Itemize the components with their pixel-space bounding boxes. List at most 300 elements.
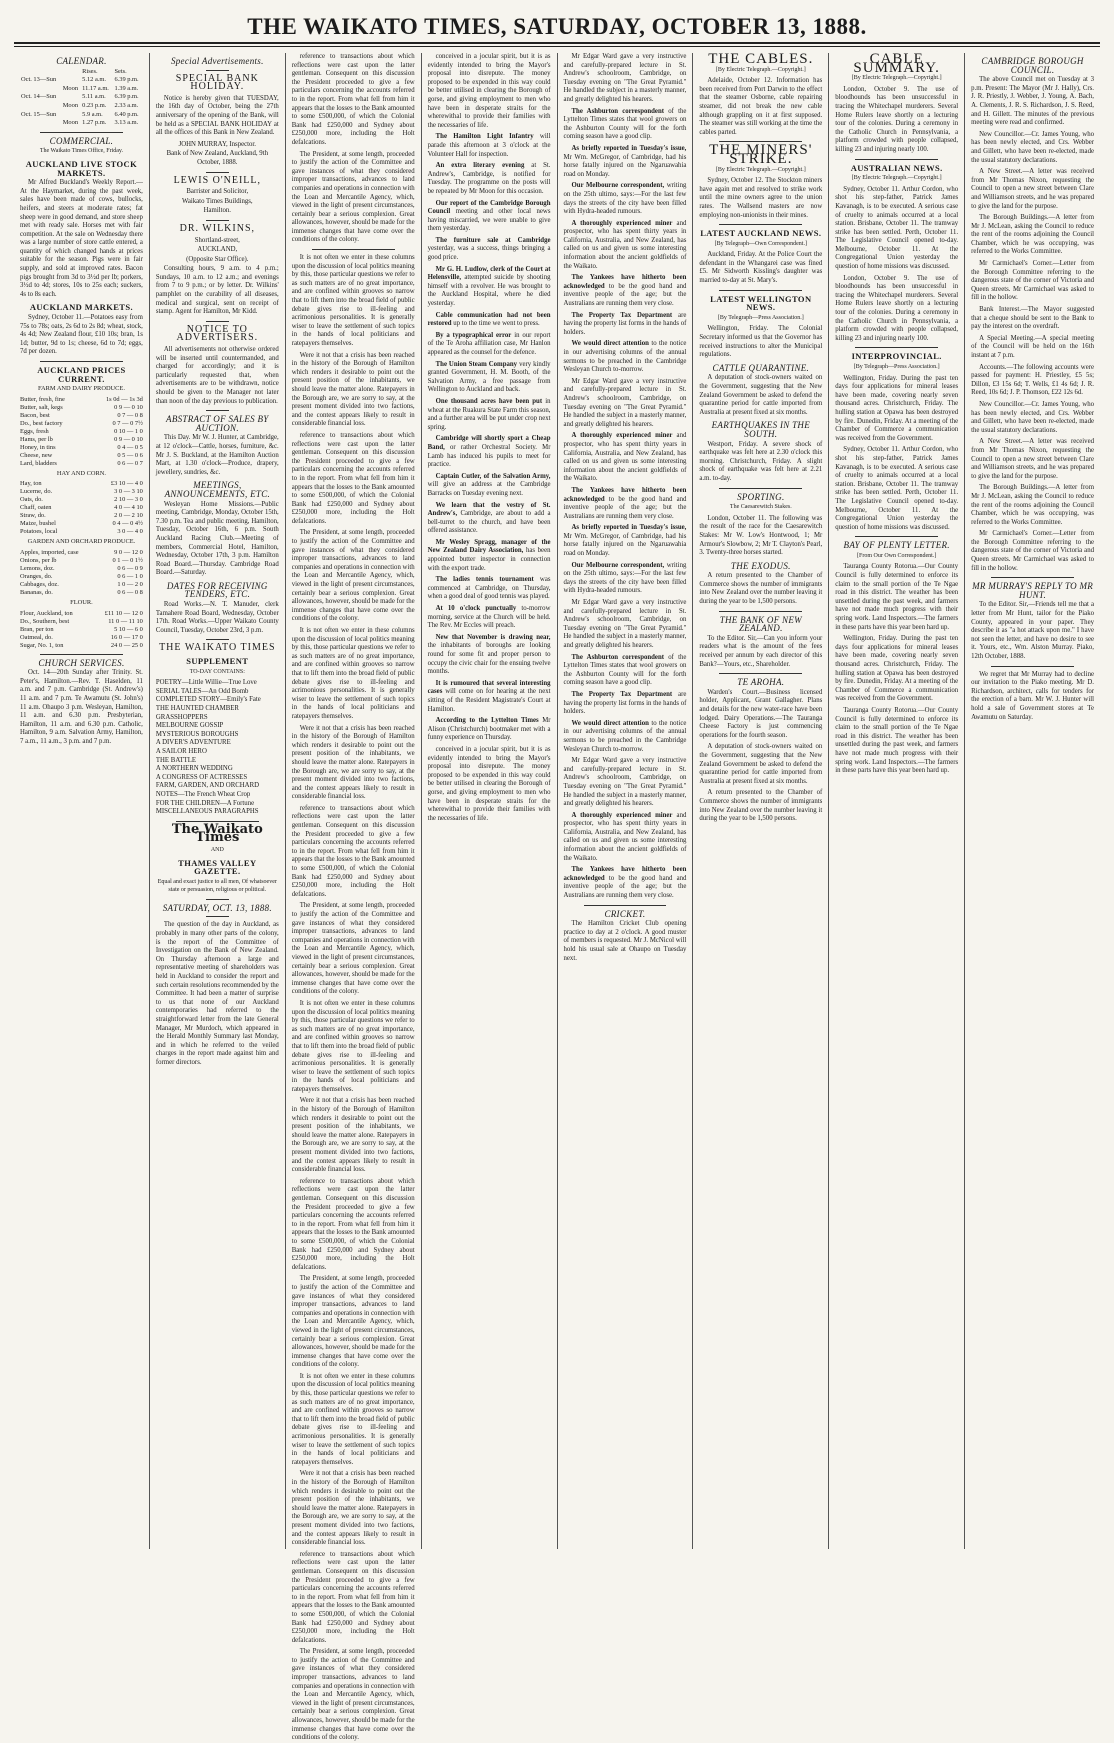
price-value: 5 10 — 6 0	[114, 625, 143, 633]
price-value: 0 4 — 0 4½	[112, 520, 143, 528]
divider	[206, 321, 229, 322]
wellington-byline: [By Telegraph—Press Association.]	[717, 314, 804, 321]
price-item: Do., Southern, best	[20, 617, 70, 625]
calendar-cell	[62, 76, 81, 85]
news-item-title: New that November is drawing near,	[435, 633, 551, 641]
price-item: Bananas, do.	[20, 588, 53, 596]
news-item-text: writing on the 25th ultimo, says:—For the last few days the streets of the city have been filled with Hydra-headed rumours.	[563, 561, 687, 595]
cables-title: THE CABLES.	[708, 51, 814, 67]
divider	[206, 639, 229, 640]
price-row	[20, 528, 143, 536]
news-item	[564, 312, 687, 338]
summary-text: London, October 9. The use of bloodhounds has been unsuccessful in tracing the Whitechapel murderers. Several Home Rulers leave shortly on a lecturing tour of the colonies. During a ceremony in the Catholic Church in Pennsylvania, a platform crowded with people collapsed, killing 23 and injuring nearly 100.	[835, 85, 959, 153]
cricket-title: CRICKET.	[604, 908, 646, 919]
divider	[855, 536, 938, 537]
article-paragraph: Were it not that a crisis has been reached in the history of the Borough of Hamilton which renders it desirable to point out the present position of the inhabitants, we should leave the matter alone. Ratepayers in the Borough are, we are sorry to say, at the present moment divided into two factions, and the contest appears likely to result in considerable financial loss.	[291, 1470, 415, 1547]
price-row	[20, 420, 143, 428]
news-item-text: attempted suicide by shooting himself with a revolver. He was brought to the Auckland Hospital, where he died yesterday.	[427, 274, 551, 308]
news-item-title: The Property Tax Department	[571, 311, 673, 319]
article-paragraph: The President, at some length, proceeded to justify the action of the Committee and gave instances of what they considered improper transactions, advances to land companies and operations in connection with the Loan and Mercantile Agency, which, viewed in the light of present circumstances, certainly bear a serious complexion. Great allowances, however, should be made for the immense changes that have come over the conditions of the colony.	[291, 1648, 415, 1742]
news-item	[564, 691, 687, 717]
news-item	[428, 634, 551, 677]
cricket-text: The Hamilton Cricket Club opening practice to day at 2 o'clock. A good muster of members is requested. Mr J. McNicol will hold his usual sale at Ohaupo on Tuesday next.	[563, 920, 687, 962]
earthquake-text: Westport, Friday. A severe shock of earthquake was felt here at 2.30 o'clock this morning. Christchurch, Friday. A slight shock of earthquake was felt here at 2.21 a.m. to-day.	[699, 440, 823, 482]
news-item-text: up to the time we went to press.	[453, 320, 540, 328]
price-value: 0 4 — 0 5	[117, 443, 143, 451]
council-title: CAMBRIDGE BOROUGH COUNCIL.	[981, 56, 1084, 75]
divider	[206, 172, 229, 173]
date-line: SATURDAY, OCT. 13, 1888.	[162, 902, 272, 913]
flour-table	[20, 610, 143, 650]
hay-table	[20, 480, 143, 536]
cables-text: Adelaide, October 12. Information has been received from Port Darwin to the effect that the steamer Osborne, cable repairing steamer, did not break the new cable although grappling on it at first supposed. The steamer was still working at the time the cables parted.	[699, 77, 823, 136]
news-item-text: to the notice in our advertising columns of the annual sermons to be preached in the Cambridge Wesleyan Church to-morrow.	[563, 719, 687, 753]
price-row	[20, 520, 143, 528]
news-item	[428, 473, 551, 499]
price-row	[20, 444, 143, 452]
news-item-text: will parade this afternoon at 3 o'clock at the Volunteer Hall for inspection.	[427, 133, 551, 158]
divider	[719, 488, 802, 489]
news-item-title: Mr Wesley Spragg, manager of the New Zealand Dairy Association,	[427, 538, 551, 555]
prices-table	[20, 396, 143, 468]
price-item: Do., best factory	[20, 419, 63, 427]
price-item: Butter, salt, kegs	[20, 403, 63, 411]
price-item: Eggs, fresh	[20, 427, 49, 435]
murray-text: To the Editor. Sir,—Friends tell me that a letter from Mr Hunt, tailor for the Piako County, appeared in your paper. They describe it as "a hot attack upon me." I have not seen the letter, and have no desire to see it. Yours, etc., Wm. Alston Murray. Piako, 12th October, 1888.	[971, 601, 1094, 660]
divider	[855, 347, 938, 348]
article-paragraph: Were it not that a crisis has been reached in the history of the Borough of Hamilton which renders it desirable to point out the present position of the inhabitants, we should leave the matter alone. Ratepayers in the Borough are, we are sorry to say, at the present moment divided into two factions, and the contest appears likely to result in considerable financial loss.	[291, 1097, 415, 1174]
news-item-title: One thousand acres have been put	[435, 397, 543, 405]
holiday-title: SPECIAL BANK HOLIDAY.	[175, 72, 259, 93]
paper-motto: Equal and exact justice to all men, Of whatsoever state or persuasion, religious or political.	[157, 878, 277, 894]
supplement-item: FARM, GARDEN, AND ORCHARD	[155, 782, 260, 790]
news-item-text: in our report of the Te Aroha affiliation case, Mr Hanlon appeared as the counsel for the defence.	[427, 331, 551, 356]
price-row	[20, 589, 143, 597]
price-value: 0 6 — 1 0	[117, 572, 143, 580]
plenty-title: BAY OF PLENTY LETTER.	[843, 540, 950, 551]
divider	[719, 290, 802, 291]
price-value: £11 10 — 12 0	[104, 609, 143, 617]
column-8	[965, 53, 1100, 1549]
price-value: 16 0 — 17 0	[110, 633, 143, 641]
australian-text: London, October 9. The use of bloodhounds has been unsuccessful in tracing the Whitechapel murderers. Several Home Rulers leave shortly on a lecturing tour of the colonies. During a ceremony in the Catholic Church in Pennsylvania, a platform crowded with people collapsed, killing 23 and injuring nearly 100.	[835, 274, 959, 342]
news-item-text: very kindly granted Government, H. M. Booth, of the Salvation Army, a free passage from Wellington to Auckland and back.	[427, 360, 551, 394]
price-item: Sugar, No. 1, ton	[20, 641, 64, 649]
divider	[584, 905, 667, 906]
price-value: 0 6 — 0 9	[117, 564, 143, 572]
news-item	[428, 162, 551, 196]
special-ads-title: Special Advertisements.	[170, 56, 264, 66]
news-item-title: By a typographical error	[435, 331, 512, 339]
supplement-item: A NORTHERN WEDDING	[155, 765, 233, 773]
news-item	[428, 435, 551, 469]
livestock-title: AUCKLAND LIVE STOCK MARKETS.	[25, 158, 138, 178]
price-value: 1s 0d — 1s 3d	[105, 395, 143, 403]
miners-title: THE MINERS' STRIKE.	[709, 142, 813, 167]
price-item: Apples, imported, case	[20, 548, 79, 556]
news-item-text: of the Lyttelton Times states that wool growers on the Ashburton County will for the forth coming season have a good clip.	[563, 653, 687, 687]
calendar-cell: 5.11 a.m.	[82, 93, 106, 101]
wellington-text: Wellington, Friday. The Colonial Secretary informed us that the Governor has received instructions to alter the Municipal regulations.	[699, 325, 823, 359]
news-item	[564, 432, 687, 484]
cattle-title: CATTLE QUARANTINE.	[712, 362, 810, 373]
news-item	[564, 487, 687, 521]
price-value: 0 7 — 0 8	[117, 411, 143, 419]
price-item: Hay, ton	[20, 480, 42, 488]
prices-title: AUCKLAND PRICES CURRENT.	[37, 365, 126, 384]
news-item-title: Our Melbourne correspondent,	[571, 182, 665, 190]
price-item: Bran, per ton	[20, 625, 54, 633]
cables-byline: [By Electric Telegraph.—Copyright.]	[715, 66, 806, 73]
paper-title: The Waikato Times	[171, 821, 263, 846]
price-value: 1 0 — 2 0	[117, 580, 143, 588]
price-item: Lucerne, do.	[20, 488, 53, 496]
price-row	[20, 396, 143, 404]
supplement-title: THE WAIKATO TIMES	[159, 642, 276, 654]
news-item	[564, 866, 687, 900]
news-item-title: The Ashburton correspondent	[571, 107, 664, 115]
divider	[719, 673, 802, 674]
council-item: The Borough Buildings.—A letter from Mr J. McLean, asking the Council to reduce the rent of the rooms adjoining the Council Chamber, which he was occupying, was referred to the Works Committee.	[971, 214, 1094, 256]
summary-byline: [By Electric Telegraph.—Copyright.]	[851, 75, 942, 82]
calendar-cell: 3.13 a.m.	[114, 119, 139, 127]
price-row	[20, 488, 143, 496]
supplement-item: A SAILOR HERO	[155, 747, 207, 755]
news-item	[428, 332, 551, 358]
council-item: A New Street.—A letter was received from Mr Thomas Nixon, requesting the Council to open a new street between Clare and Williamson streets, and he was prepared to give the land for the purpose.	[971, 438, 1094, 480]
price-item: Onions, per lb	[20, 556, 57, 564]
news-item	[428, 266, 551, 309]
price-value: 9 0 — 12 0	[114, 548, 143, 556]
calendar-cell: Moon	[62, 101, 79, 109]
price-row	[20, 565, 143, 573]
news-item-title: We would direct attention	[571, 719, 649, 727]
news-item	[428, 576, 551, 602]
price-value: 0 10 — 1 0	[114, 427, 143, 435]
garden-table	[20, 549, 143, 597]
supplement-item: MELBOURNE GOSSIP	[155, 722, 224, 730]
calendar-cell: 2.33 a.m.	[114, 101, 139, 109]
council-item: New Councillor.—Cr. James Young, who has been newly elected, and Crs. Webber and Gillett, who have been re-elected, made the usual statutory declarations.	[971, 400, 1094, 434]
price-item: Butter, fresh, fine	[20, 395, 65, 403]
oneill-title: LEWIS O'NEILL,	[173, 174, 262, 186]
price-value: 4 0 — 4 10	[114, 504, 143, 512]
price-value: 11 0 — 11 10	[108, 617, 143, 625]
supplement-item: THE HAUNTED CHAMBER	[155, 705, 239, 712]
article-paragraph: conceived in a jocular spirit, but it is as evidently intended to bring the Mayor's proposal into disrepute. The money proposed to be expended in this way could be better utilised in clearing the Borough of gorse, and giving employment to men who have been in desperate straits for the wherewithal to provide their families with the necessaries of life.	[427, 745, 551, 822]
news-item-title: The ladies tennis tournament	[435, 576, 534, 584]
calendar-cell: 5.12 a.m.	[82, 76, 106, 84]
article-paragraph: It is not often we enter in these columns upon the discussion of local politics meaning by this, those particular questions we refer to as such matters are of no great importance, and are confined within grooves so narrow that to lift them into the broad field of public debate gives rise to ill-feeling and acrimonious personalities. It is generally wiser to leave the settlement of such topics in the hands of local politicians and ratepayers themselves.	[291, 999, 415, 1093]
calendar-row	[20, 102, 143, 111]
price-row	[20, 642, 143, 650]
holiday-place: Bank of New Zealand, Auckland, 9th October, 1888.	[166, 150, 268, 166]
article-paragraph: Were it not that a crisis has been reached in the history of the Borough of Hamilton which renders it desirable to point out the present position of the inhabitants, we should leave the matter alone. Ratepayers in the Borough are, we are sorry to say, at the present moment divided into two factions, and the contest appears likely to result in considerable financial loss.	[291, 351, 415, 428]
supplement-item: FOR THE CHILDREN—A Fortune	[155, 799, 255, 807]
news-item-text: Mr Wm. McGregor, of Cambridge, had his horse fatally injured on the Ngaruawahia road on Monday.	[563, 532, 687, 558]
news-item	[564, 720, 687, 754]
price-item: Honey, in tins	[20, 443, 56, 451]
calendar-header-cell	[62, 68, 81, 77]
divider	[206, 899, 229, 900]
price-value: 0 7 — 0 7½	[112, 419, 143, 427]
news-item-text: and prospector, who has spent thirty years in California, Australia, and New Zealand, has called on us and given us some interesting information about the ancient goldfields of the Waikato.	[563, 219, 687, 270]
divider	[719, 611, 802, 612]
supplement-item: A CONGRESS OF ACTRESSES	[155, 773, 248, 781]
news-item-text: writing on the 25th ultimo, says:—For the last few days the streets of the city have been filled with Hydra-headed rumours.	[563, 182, 687, 216]
tearoha-text: A return presented to the Chamber of Commerce shows the number of immigrants into New Zealand over the number leaving it during the year to be 1,500 persons.	[699, 789, 823, 823]
calendar-header-cell: Sets.	[114, 67, 127, 75]
masthead: THE WAIKATO TIMES, SATURDAY, OCTOBER 13, 1888.	[247, 14, 867, 39]
news-item-title: Our Melbourne correspondent,	[571, 561, 665, 569]
holiday-sign: JOHN MURRAY, Inspector.	[178, 140, 257, 148]
news-item	[428, 680, 551, 714]
news-item-title: According to the Lyttelton Times	[435, 717, 539, 725]
article-paragraph: The President, at some length, proceeded to justify the action of the Committee and gave instances of what they considered improper transactions, advances to land companies and operations in connection with the Loan and Mercantile Agency, which, viewed in the light of present circumstances, certainly bear a serious complexion. Great allowances, however, should be made for the immense changes that have come over the conditions of the colony.	[291, 529, 415, 623]
miners-byline: [By Electric Telegraph.—Copyright.]	[715, 166, 806, 173]
news-item	[428, 539, 551, 573]
interprovincial-text: Wellington, Friday. During the past ten days four applications for mineral leases have been made, covering nearly seven thousand acres. Christchurch, Friday. The hulling station at Opawa has been destroyed by fire. Dunedin, Friday. At a meeting of the Chamber of Commerce a communication was received from the Government.	[835, 374, 959, 442]
sporting-text: London, October 11. The following was the result of the race for the Caesarewitch Stakes: Mr W. Low's Hontwood, 1; Mr Armour's Slowbow, 2; Mr T. Clayton's Pearl, 3. Twenty-three horses started.	[699, 514, 823, 557]
auckland-markets-text: Sydney, October 11.—Potatoes easy from 75s to 78s; oats, 2s 6d to 2s 8d; wheat, stock, 4s 4d; New Zealand flour, £10 10s; bran, 1s 1d; butter, 9d to 1s; cheese, 6d to 7d; eggs, 7d per dozen.	[20, 314, 143, 356]
australian-byline: [By Electric Telegraph.—Copyright.]	[851, 175, 942, 182]
calendar-cell	[62, 111, 81, 120]
notice-text: All advertisements not otherwise ordered will be inserted until countermanded, and charged for accordingly; and it is particularly requested that, when advertisements are to be withdrawn, notice should be given to the Manager not later than noon of the day previous to publication.	[155, 346, 279, 405]
calendar-header-cell	[20, 68, 62, 77]
supplement-contents-label: TO-DAY CONTAINS:	[189, 668, 245, 675]
news-item-text: to-morrow morning, service at the Church will be held. The Rev. Mr Eccles will preach.	[427, 605, 551, 630]
news-item-title: We learn that the vestry of St. Andrew's,	[427, 501, 551, 518]
bank-title: THE BANK OF NEW ZEALAND.	[719, 614, 802, 634]
supplement-item: THE BATTLE	[155, 756, 197, 764]
calendar-cell: 5.9 a.m.	[82, 110, 103, 118]
plenty-text: Tauranga County Rotorua.—Our County Council is fully determined to enforce its claim to the small portion of the Te Ngae road in this district. The weather has been unsettled during the past week, and farmers have not made much progress with their spring work. Land Inspectors.—The farmers in these parts have this year been hard up.	[835, 706, 959, 775]
auckland-news-title: LATEST AUCKLAND NEWS.	[700, 228, 822, 239]
news-item-text: to the notice in our advertising columns of the annual sermons to be preached in the Cambridge Wesleyan Church to-morrow.	[563, 340, 687, 374]
divider	[206, 410, 229, 411]
supplement-item: A DIVER'S ADVENTURE	[155, 739, 231, 747]
calendar-row	[20, 85, 143, 94]
earthquake-title: EARTHQUAKES IN THE SOUTH.	[711, 420, 811, 439]
bank-text: To the Editor. Sir,—Can you inform your readers what is the amount of the fees received per annum by each director of this Bank?—Yours, etc., Shareholder.	[699, 634, 823, 668]
price-item: Maize, bushel	[20, 520, 56, 528]
price-value: 24 0 — 25 0	[110, 641, 143, 649]
price-value: 2 10 — 3 0	[114, 496, 143, 504]
exodus-title: THE EXODUS.	[730, 560, 791, 571]
news-item-title: An extra literary evening	[435, 162, 525, 170]
news-item-text: Cambridge, are about to add a bell-turret to the church, and have been offered assistance.	[427, 510, 551, 535]
council-item: A Special Meeting.—A special meeting of the Council will be held on the 16th instant at 7 p.m.	[971, 334, 1094, 359]
news-item	[428, 200, 551, 234]
article-paragraph: It is not often we enter in these columns upon the discussion of local politics meaning by this, those particular questions we refer to as such matters are of no great importance, and are confined within grooves so narrow that to lift them into the broad field of public debate gives rise to ill-feeling and acrimonious personalities. It is generally wiser to leave the settlement of such topics in the hands of local politicians and ratepayers themselves.	[291, 1372, 415, 1466]
news-item-title: The Yankees have hitherto been acknowledged	[563, 866, 687, 882]
council-text: The above Council met on Tuesday at 3 p.m. Present: The Mayor (Mr J. Hally), Crs. J. R. Priestly, J. Webber, J. Young, A. Bach, A. Clements, J. R. S. Richardson, J. S. Reed, and H. Gillett. The minutes of the previous meeting were read and confirmed.	[971, 76, 1094, 127]
council-item: Mr Carmichael's Corner.—Letter from the Borough Committee referring to the dangerous state of the corner of Victoria and Queen streets. Mr Carmichael was asked to fill in the hollow.	[971, 530, 1094, 572]
news-item	[428, 133, 551, 159]
council-item: The Borough Buildings.—A letter from Mr J. McLean, asking the Council to reduce the rent of the rooms adjoining the Council Chamber, which he was occupying, was referred to the Works Committee.	[971, 484, 1094, 526]
commercial-sub: The Waikato Times Office, Friday.	[39, 148, 124, 155]
price-row	[20, 480, 143, 488]
tenders-text: Road Works.—N. T. Manuder, clerk Tamahere Road Board, Wednesday, October 17th. Road Works.—Upper Waikato County Council, Tuesday, October 23rd, 3 p.m.	[155, 601, 279, 634]
news-item-text: and prospector, who has spent thirty years in California, Australia, and New Zealand, has called on us and given us some interesting information about the ancient goldfields of the Waikato.	[563, 811, 687, 862]
calendar-cell	[62, 93, 81, 102]
calendar-cell: 1.39 a.m.	[114, 84, 139, 92]
commercial-title: COMMERCIAL.	[49, 135, 114, 146]
calendar-row	[20, 119, 143, 128]
plenty-byline: [From Our Own Correspondent.]	[857, 552, 937, 559]
article-paragraph: reference to transactions about which reflections were cast upon the latter gentleman. Consequent on this discussion the President proceeded to give a few particulars concerning the accounts referred to in the report. From what fell from him it appears that the losses to the Bank amounted to some £500,000, of which the Colonial Bank had £250,000 and Sydney about £250,000 more, including the Holt defalcations.	[291, 804, 415, 898]
price-value: 0 9 — 0 10	[114, 435, 143, 443]
miners-text: Sydney, October 12. The Stockton miners have again met and resolved to strike work until the mine owners agree to the union rates. The Wallsend masters are now employing non-unionists in their mines.	[699, 177, 823, 219]
auckland-news-text: Auckland, Friday. At the Police Court the defendant in the Whangarei case was fined £5. Mr Sidworth Kissling's daughter was married to-day at St. Mary's.	[699, 251, 823, 285]
price-row	[20, 581, 143, 589]
price-value: 0 6 — 0 7	[117, 459, 143, 467]
oneill-line: Waikato Times Buildings,	[181, 197, 253, 205]
article-paragraph: Were it not that a crisis has been reached in the history of the Borough of Hamilton which renders it desirable to point out the present position of the inhabitants, we should leave the matter alone. Ratepayers in the Borough are, we are sorry to say, at the present moment divided into two factions, and the contest appears likely to result in considerable financial loss.	[291, 724, 415, 801]
divider	[40, 132, 123, 133]
calendar-cell	[20, 85, 62, 94]
news-item-title: Captain Cutler, of the Salvation Army,	[435, 472, 551, 480]
divider	[991, 577, 1074, 578]
price-item: Bacon, best	[20, 411, 50, 419]
price-row	[20, 573, 143, 581]
column-2	[150, 53, 286, 1549]
divider	[855, 159, 938, 160]
column-6	[693, 53, 829, 1549]
garden-title: GARDEN AND ORCHARD PRODUCE.	[27, 538, 136, 546]
news-item	[564, 654, 687, 688]
news-item-text: to be the good hand and inventive people of the age; but the Australians are running them very close.	[563, 282, 687, 308]
sporting-title: SPORTING.	[737, 491, 785, 502]
wilkins-line: Shortland-street,	[194, 236, 240, 244]
calendar-cell: 6.40 p.m.	[114, 110, 139, 118]
divider	[40, 654, 123, 655]
oneill-line: Hamilton.	[203, 207, 231, 215]
article-paragraph: The President, at some length, proceeded to justify the action of the Committee and gave instances of what they considered improper transactions, advances to land companies and operations in connection with the Loan and Mercantile Agency, which, viewed in the light of present circumstances, certainly bear a serious complexion. Great allowances, however, should be made for the immense changes that have come over the conditions of the colony.	[291, 150, 415, 244]
calendar-header-row	[20, 68, 143, 77]
tenders-title: DATES FOR RECEIVING TENDERS, ETC.	[166, 580, 268, 600]
news-item-text: will come on for hearing at the next sitting of the Resident Magistrate's Court at Hamilton.	[427, 688, 551, 713]
price-item: Cheese, new	[20, 451, 53, 459]
price-row	[20, 404, 143, 412]
plenty-text: Tauranga County Rotorua.—Our County Council is fully determined to enforce its claim to the small portion of the Te Ngae road in this district. The weather has been unsettled during the past week, and farmers have not made much progress with their spring work. Land Inspectors.—The farmers in these parts have this year been hard up.	[835, 563, 959, 631]
council-item: A New Street.—A letter was received from Mr Thomas Nixon, requesting the Council to open a new street between Clare and Williamson streets, and he was prepared to give the land for the purpose.	[971, 168, 1094, 210]
news-item-text: Mr Alison (Christchurch) bootmaker met with a funny experience on Thursday.	[427, 717, 551, 742]
news-item-title: Cable communication had not been restored	[427, 311, 551, 328]
price-row	[20, 557, 143, 565]
price-row	[20, 452, 143, 460]
exodus-text: A return presented to the Chamber of Commerce shows the number of immigrants into New Zealand over the number leaving it during the year to be 1,500 persons.	[699, 572, 823, 606]
news-item-text: and prospector, who has spent thirty years in California, Australia, and New Zealand, has called on us and given us some interesting information about the ancient goldfields of the Waikato.	[563, 432, 687, 483]
price-row	[20, 610, 143, 618]
price-item: Flour, Auckland, ton	[20, 609, 73, 617]
news-item-title: Our report of the Cambridge Borough Council	[427, 199, 551, 216]
price-row	[20, 436, 143, 444]
article-paragraph: Mr Edgar Ward gave a very instructive and carefully-prepared lecture in St. Andrew's schoolroom, Cambridge, on Tuesday evening on "The Great Pyramid." He handled the subject in a masterly manner, and greatly delighted his hearers.	[563, 757, 687, 808]
news-item-text: or rather Orchestral Society. Mr Lamb has induced his pupils to meet for practice.	[427, 443, 551, 469]
price-value: 3 0 — 3 10	[114, 488, 143, 496]
news-item	[564, 108, 687, 142]
article-paragraph: Mr Edgar Ward gave a very instructive and carefully-prepared lecture in St. Andrew's schoolroom, Cambridge, on Tuesday evening on "The Great Pyramid." He handled the subject in a masterly manner, and greatly delighted his hearers.	[563, 53, 687, 103]
cattle-text: A deputation of stock-owners waited on the Government, suggesting that the New Zealand Government be asked to defend the quarantine period for cattle imported from Australia at present fixed at six months.	[699, 374, 823, 416]
livestock-text: Mr Alfred Buckland's Weekly Report.—At the Haymarket, during the past week, sales have been made of cows, bullocks, heifers, and steers at moderate rates; fat sheep were in good demand, and store sheep met with ready sale. Horses met with fair competition. At the sale on Wednesday there was a large number of store cattle entered, a quantity of which changed hands at prices suitable for the season. Pigs were in fair supply, and sold at improved rates. Bacon pigs brought from 3d to 3½d per lb; porkers, 3½d to 4d; stores, 10s to 25s each; suckers, 4s to 8s each.	[20, 179, 143, 298]
news-item-title: Cambridge will shortly sport a Cheap Band,	[427, 435, 551, 451]
supplement-item: POETRY—Little Willie—True Love	[155, 679, 257, 687]
price-row	[20, 460, 143, 468]
divider	[206, 220, 229, 221]
price-row	[20, 626, 143, 634]
news-item-title: As briefly reported in Tuesday's issue,	[571, 524, 687, 532]
calendar-table	[20, 68, 143, 128]
news-item-text: yesterday, was a success, things bringing a good price.	[427, 245, 551, 262]
auckland-markets-title: AUCKLAND MARKETS.	[29, 302, 133, 313]
news-item-text: the inhabitants of boroughs are looking round for some fit and proper person to occupy the civic chair for the ensuing twelve months.	[427, 642, 551, 676]
article-paragraph: reference to transactions about which reflections were cast upon the latter gentleman. Consequent on this discussion the President proceeded to give a few particulars concerning the accounts referred to in the report. From what fell from him it appears that the losses to the Bank amounted to some £500,000, of which the Colonial Bank had £250,000 and Sydney about £250,000 more, including the Holt defalcations.	[291, 431, 415, 525]
calendar-header-cell: Rises.	[82, 67, 98, 75]
calendar-row	[20, 111, 143, 120]
supplement-sub: SUPPLEMENT	[186, 656, 249, 667]
article-paragraph: conceived in a jocular spirit, but it is as evidently intended to bring the Mayor's proposal into disrepute. The money proposed to be expended in this way could be better utilised in clearing the Borough of gorse, and giving employment to men who have been in desperate straits for the wherewithal to provide their families with the necessaries of life.	[427, 53, 551, 129]
calendar-row	[20, 76, 143, 85]
price-row	[20, 634, 143, 642]
meetings-title: MEETINGS, ANNOUNCEMENTS, ETC.	[164, 480, 271, 499]
calendar-cell: Moon	[62, 119, 79, 127]
news-item	[428, 605, 551, 631]
calendar-cell: Oct. 15—Sun	[21, 110, 57, 118]
church-text: Oct. 14—20th Sunday after Trinity. St. Peter's, Hamilton.—Rev. T. Haselden, 11 a.m. and 7 p.m. Cambridge (St. Andrew's) 11 a.m. and 7 p.m. Te Awamutu (St. John's) 11 a.m. Ohaupo 3 p.m. Wesleyan, Hamilton, 11 a.m. and 6.30 p.m. Presbyterian, Hamilton, 11 a.m. and 6.30 p.m. Catholic, Hamilton, 9 a.m. Salvation Army, Hamilton, 7 a.m., 11 a.m., 3 p.m. and 7 p.m.	[20, 669, 143, 745]
article-paragraph: The President, at some length, proceeded to justify the action of the Committee and gave instances of what they considered improper transactions, advances to land companies and operations in connection with the Loan and Mercantile Agency, which, viewed in the light of present circumstances, certainly bear a serious complexion. Great allowances, however, should be made for the immense changes that have come over the conditions of the colony.	[291, 902, 415, 996]
news-item-text: of the Lyttelton Times states that wool growers on the Ashburton County will for the forth coming season have a good clip.	[563, 107, 687, 141]
price-row	[20, 512, 143, 520]
interprovincial-byline: [By Telegraph—Press Association.]	[853, 364, 940, 370]
column-3	[286, 53, 422, 1742]
news-item-title: A thoroughly experienced miner	[571, 432, 673, 440]
calendar-cell: Oct. 13—Sun	[21, 76, 57, 84]
news-item-title: A thoroughly experienced miner	[571, 811, 673, 819]
news-item-title: The Property Tax Department	[571, 690, 673, 698]
news-item-text: Mr Wm. McGregor, of Cambridge, had his horse fatally injured on the Ngaruawahia road on Monday.	[563, 153, 687, 178]
article-paragraph: The President, at some length, proceeded to justify the action of the Committee and gave instances of what they considered improper transactions, advances to land companies and operations in connection with the Loan and Mercantile Agency, which, viewed in the light of present circumstances, certainly bear a serious complexion. Great allowances, however, should be made for the immense changes that have come over the conditions of the colony.	[291, 1275, 415, 1369]
article-paragraph: reference to transactions about which reflections were cast upon the latter gentleman. Consequent on this discussion the President proceeded to give a few particulars concerning the accounts referred to in the report. From what fell from him it appears that the losses to the Bank amounted to some £500,000, of which the Colonial Bank had £250,000 and Sydney about £250,000 more, including the Holt defalcations.	[291, 1550, 415, 1644]
price-item: Oatmeal, do.	[20, 633, 53, 641]
columns	[14, 51, 1100, 1742]
news-item-text: was commenced at Cambridge, on Thursday, when a good deal of good tennis was played.	[427, 576, 551, 601]
wellington-title: LATEST WELLINGTON NEWS.	[710, 293, 812, 313]
article-paragraph: reference to transactions about which reflections were cast upon the latter gentleman. Consequent on this discussion the President proceeded to give a few particulars concerning the accounts referred to in the report. From what fell from him it appears that the losses to the Bank amounted to some £500,000, of which the Colonial Bank had £250,000 and Sydney about £250,000 more, including the Holt defalcations.	[291, 53, 415, 146]
hay-title: HAY AND CORN.	[56, 469, 106, 477]
news-item-text: are having the property list forms in the hands of holders.	[563, 690, 687, 716]
council-item: Accounts.—The following accounts were passed for payment: H. Priestley, £5 5s; Dillon, £3 15s 6d; T. Wells, £1 4s 6d; J. R. Reed, 10s 6d; J. P. Thomson, £22 12s 6d.	[971, 363, 1094, 397]
calendar-cell: 0.23 p.m.	[82, 101, 107, 109]
price-item: Oranges, do.	[20, 572, 53, 580]
news-item-title: The Ashburton correspondent	[571, 653, 664, 661]
paper-and: AND	[210, 846, 224, 853]
column-1	[14, 53, 150, 1549]
news-item-title: The Yankees have hitherto been acknowledged	[563, 274, 687, 290]
calendar-cell: 6.39 p.m.	[114, 93, 139, 101]
divider	[40, 361, 123, 362]
supplement-item: NOTES—The French Wheat Crop	[155, 790, 251, 798]
tearoha-text: Warden's Court.—Business licensed holder, Applicant, Grant Gallagher. Plans and details for the new water-race have been lodged. Dairy Operations.—The Tauranga Cheese Factory is just commencing operations for the fourth season.	[699, 688, 823, 739]
news-item-title: The Hamilton Light Infantry	[435, 133, 534, 141]
meetings-text: Wesleyan Home Missions.—Public meeting, Cambridge, Monday, October 15th, 7.30 p.m. Tea and public meeting, Hamilton, Tuesday, October 16th, 6 p.m. South Auckland Racing Club.—Meeting of members, Commercial Hotel, Hamilton, Wednesday, October 17th, 3 p.m. Hamilton Road Board.—Thursday. Cambridge Road Board.—Saturday.	[155, 500, 279, 577]
news-item	[428, 312, 551, 329]
church-title: CHURCH SERVICES.	[38, 657, 125, 668]
holiday-text: Notice is hereby given that TUESDAY, the 16th day of October, being the 27th anniversary of the opening of the Bank, will be held as a SPECIAL BANK HOLIDAY at all the offices of this Bank in New Zealand.	[155, 94, 279, 137]
price-row	[20, 504, 143, 512]
tearoha-text: A deputation of stock-owners waited on the Government, suggesting that the New Zealand Government be asked to defend the quarantine period for cattle imported from Australia at present fixed at six months.	[699, 743, 823, 785]
calendar-cell	[20, 102, 62, 111]
